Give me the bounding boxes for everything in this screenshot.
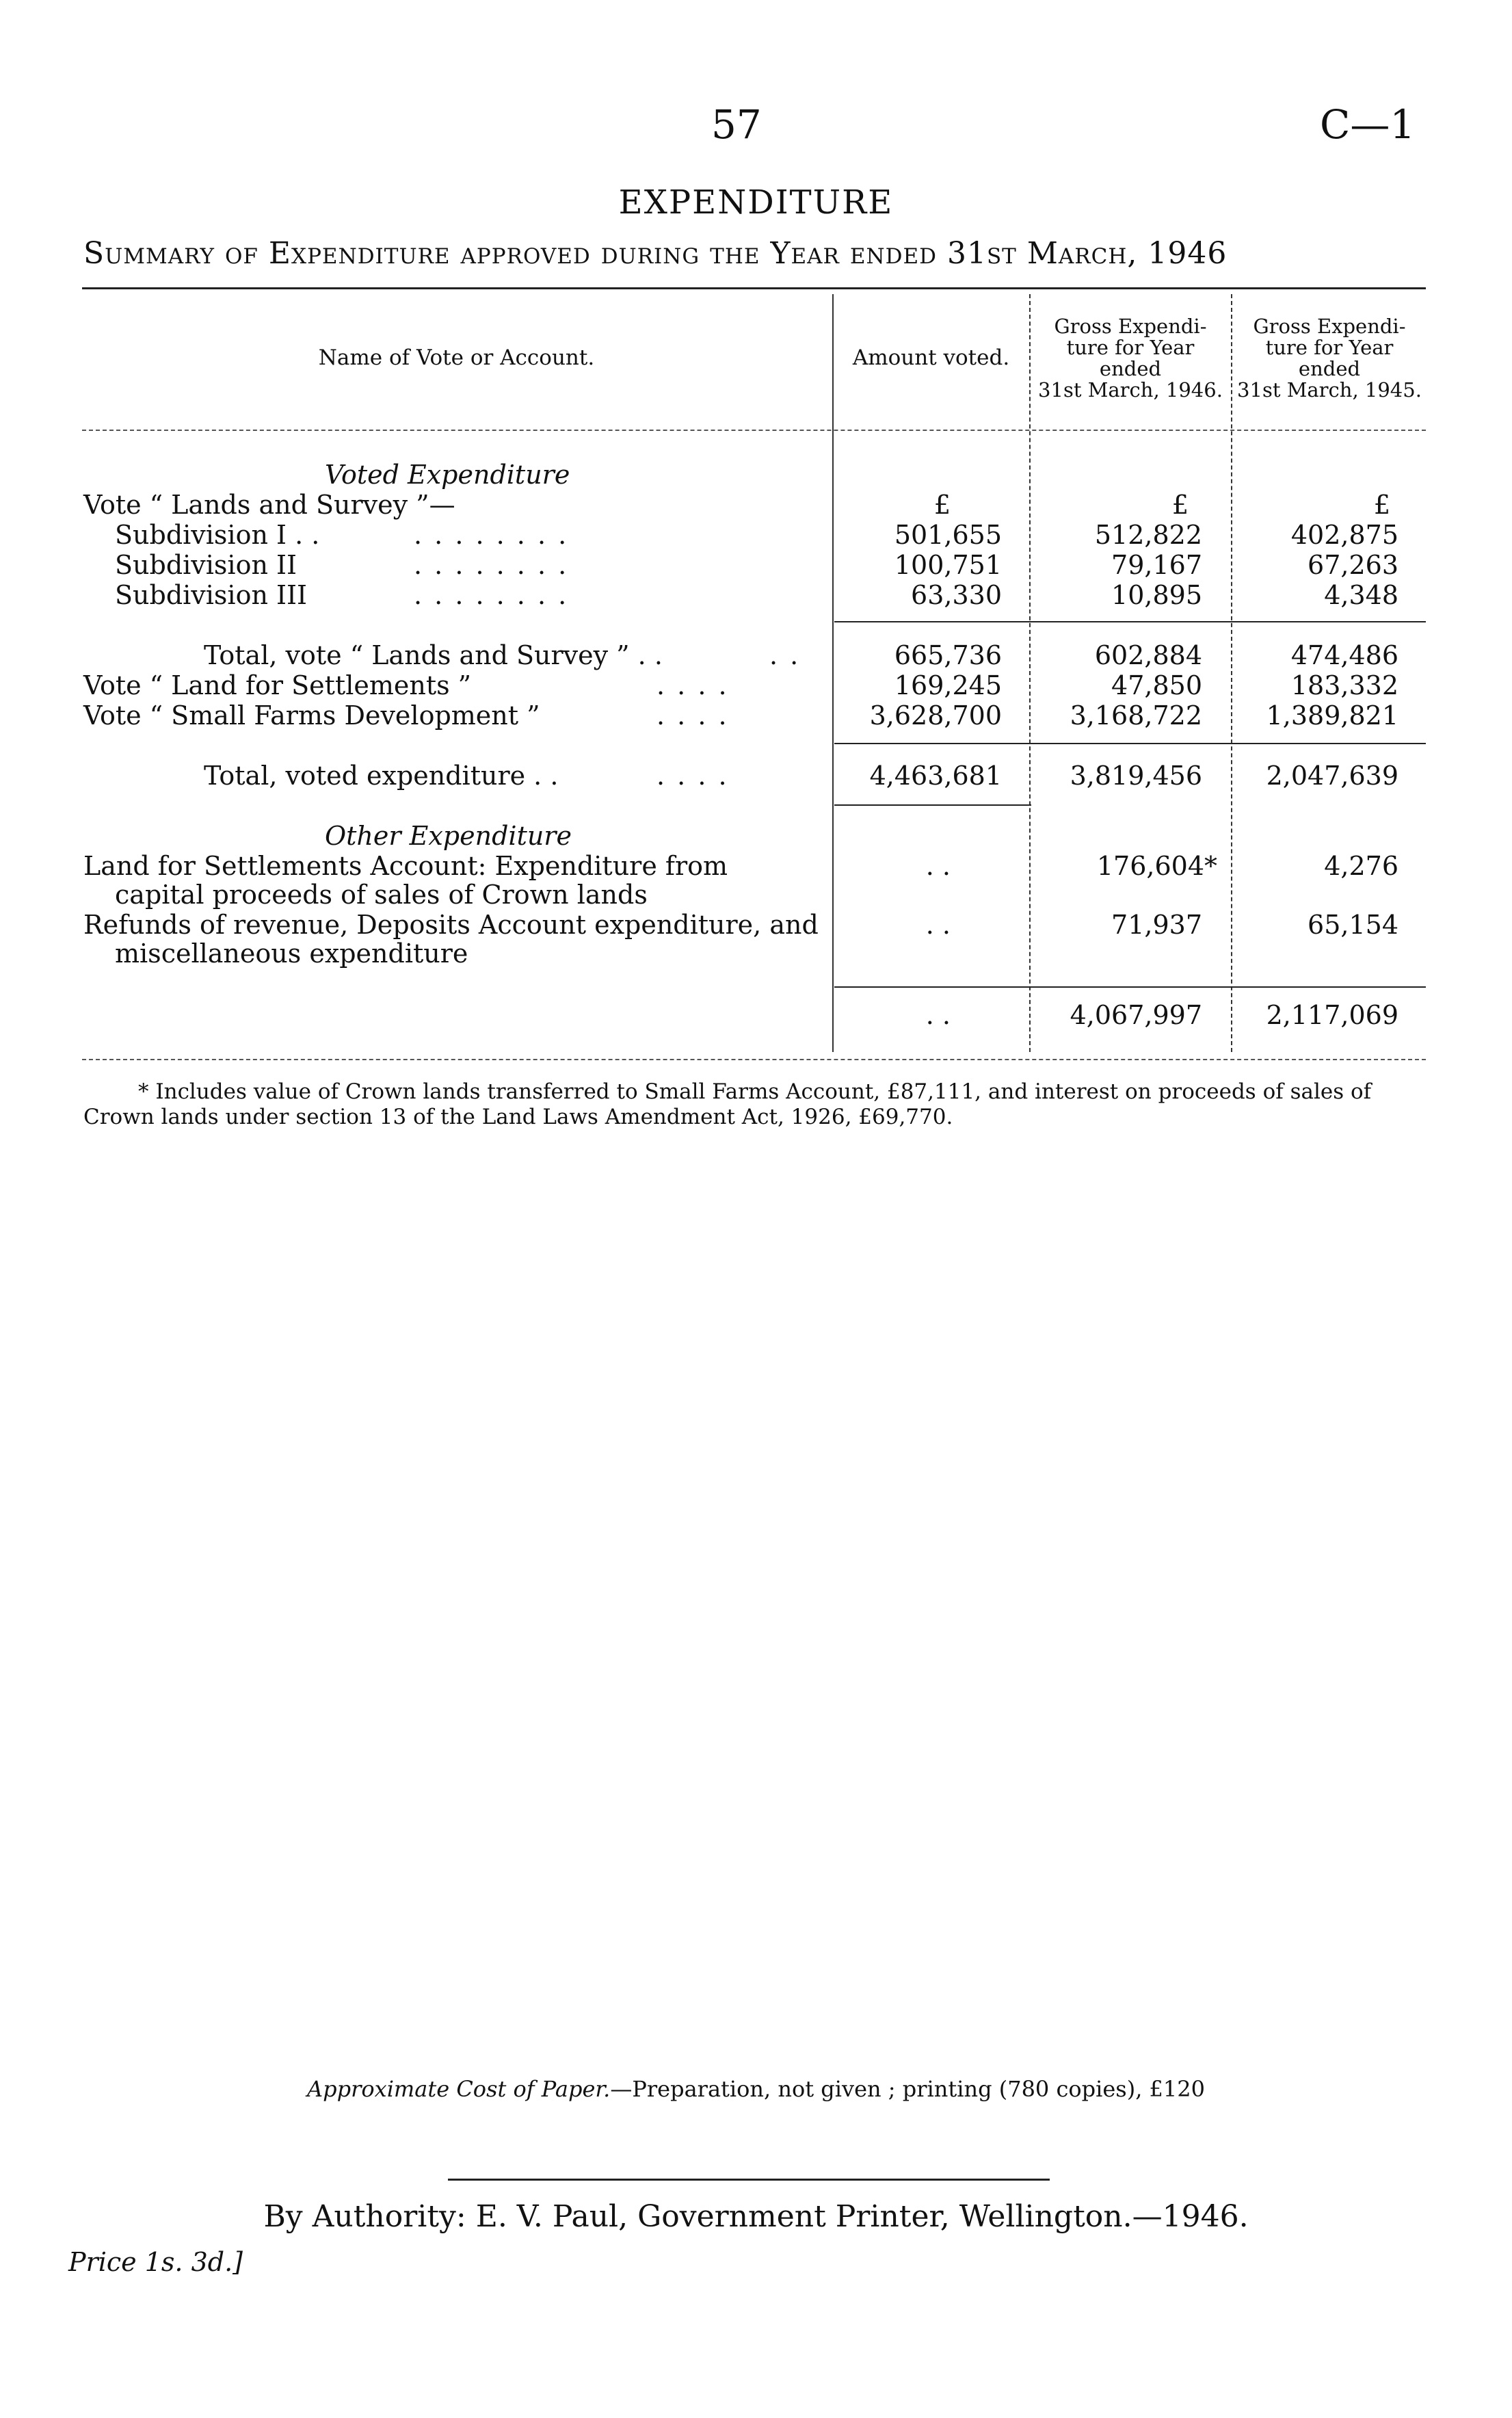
grand-total-rule	[834, 986, 1426, 988]
gross-1945: 2,047,639	[1266, 761, 1398, 791]
gross-1946: 47,850	[1111, 670, 1202, 700]
amount-voted: 169,245	[894, 670, 1002, 700]
row-label: Total, vote “ Lands and Survey ” . .	[204, 640, 663, 670]
column-divider	[1231, 294, 1232, 1052]
subtotal-rule	[834, 743, 1426, 744]
amount-voted: 3,628,700	[869, 700, 1002, 731]
col-header-amount: Amount voted.	[852, 345, 1010, 370]
row-label-continued: miscellaneous expenditure	[115, 938, 468, 969]
row-label: Subdivision II	[115, 550, 297, 580]
gross-1945: 4,348	[1324, 580, 1398, 610]
gross-1946: 176,604*	[1096, 851, 1217, 881]
amount-voted: 4,463,681	[869, 761, 1002, 791]
section-heading-voted: Voted Expenditure	[325, 460, 570, 490]
page-number: 57	[711, 101, 762, 148]
page-title: EXPENDITURE	[618, 183, 894, 222]
gross-1945: 4,276	[1324, 851, 1398, 881]
row-label: Vote “ Land for Settlements ”	[83, 670, 472, 700]
amount-voted: . .	[925, 851, 951, 881]
gross-1946: 4,067,997	[1070, 1000, 1202, 1030]
amount-voted: . .	[925, 910, 951, 940]
document-code: C—1	[1320, 101, 1416, 148]
gross-1945: 402,875	[1290, 520, 1398, 550]
table-top-rule	[82, 287, 1426, 289]
leader-dots: . . . .	[656, 700, 729, 731]
leader-dots: . .	[769, 640, 801, 670]
gross-1946: 10,895	[1111, 580, 1202, 610]
amount-voted: 100,751	[894, 550, 1002, 580]
col-header-gross-1945: Gross Expendi- ture for Year ended 31st March, 1945.	[1237, 315, 1422, 402]
gross-1945: 183,332	[1290, 670, 1398, 700]
col-header-name: Name of Vote or Account.	[318, 345, 595, 370]
cost-text: —Preparation, not given ; printing (780 copies), £120	[610, 2076, 1205, 2102]
currency-symbol: £	[1373, 490, 1390, 520]
subtotal-rule	[834, 621, 1426, 622]
row-label-continued: capital proceeds of sales of Crown lands	[115, 880, 648, 910]
gross-1945: 1,389,821	[1266, 700, 1398, 731]
row-label: Subdivision III	[115, 580, 308, 610]
amount-voted: 63,330	[911, 580, 1002, 610]
currency-symbol: £	[933, 490, 951, 520]
gross-1946: 3,168,722	[1070, 700, 1202, 731]
subtotal-rule	[834, 804, 1031, 806]
leader-dots: . . . . . . . .	[414, 520, 569, 550]
gross-1946: 602,884	[1094, 640, 1202, 670]
header-bottom-rule	[82, 430, 1426, 431]
leader-dots: . . . .	[656, 670, 729, 700]
lands-and-survey-label: Vote “ Lands and Survey ”—	[83, 490, 455, 520]
table-bottom-rule	[82, 1059, 1426, 1060]
gross-1945: 2,117,069	[1266, 1000, 1398, 1030]
row-label: Land for Settlements Account: Expenditure from	[83, 851, 728, 881]
col-header-gross-1946: Gross Expendi- ture for Year ended 31st March, 1946.	[1038, 315, 1223, 402]
gross-1945: 67,263	[1308, 550, 1398, 580]
section-heading-other: Other Expenditure	[325, 821, 572, 851]
leader-dots: . . . .	[656, 761, 729, 791]
leader-dots: . . . . . . . .	[414, 580, 569, 610]
gross-1946: 3,819,456	[1070, 761, 1202, 791]
row-label: Total, voted expenditure . .	[204, 761, 559, 791]
authority-rule	[448, 2179, 1050, 2181]
price: Price 1s. 3d.]	[68, 2247, 243, 2277]
row-label: Refunds of revenue, Deposits Account expenditure, and	[83, 910, 819, 940]
gross-1945: 474,486	[1290, 640, 1398, 670]
cost-note	[0, 2076, 1512, 2102]
amount-voted: 665,736	[894, 640, 1002, 670]
row-label: Vote “ Small Farms Development ”	[83, 700, 540, 731]
page-subtitle: Summary of Expenditure approved during the Year ended 31st March, 1946	[83, 236, 1228, 271]
currency-symbol: £	[1171, 490, 1189, 520]
leader-dots: . . . . . . . .	[414, 550, 569, 580]
footnote: * Includes value of Crown lands transferred to Small Farms Account, £87,111, and interest on proceeds of sales of Crown lands under section 13 of the Land Laws Amendment Act, 1926, £69,770.	[83, 1079, 1372, 1129]
cost-label: Approximate Cost of Paper.	[307, 2076, 611, 2102]
row-label: Subdivision I . .	[115, 520, 320, 550]
gross-1946: 512,822	[1094, 520, 1202, 550]
amount-voted: 501,655	[894, 520, 1002, 550]
gross-1946: 71,937	[1111, 910, 1202, 940]
column-divider	[1029, 294, 1031, 1052]
column-divider	[832, 294, 834, 1052]
gross-1946: 79,167	[1111, 550, 1202, 580]
printer-authority: By Authority: E. V. Paul, Government Printer, Wellington.—1946.	[263, 2199, 1249, 2234]
gross-1945: 65,154	[1308, 910, 1398, 940]
amount-voted: . .	[925, 1000, 951, 1030]
